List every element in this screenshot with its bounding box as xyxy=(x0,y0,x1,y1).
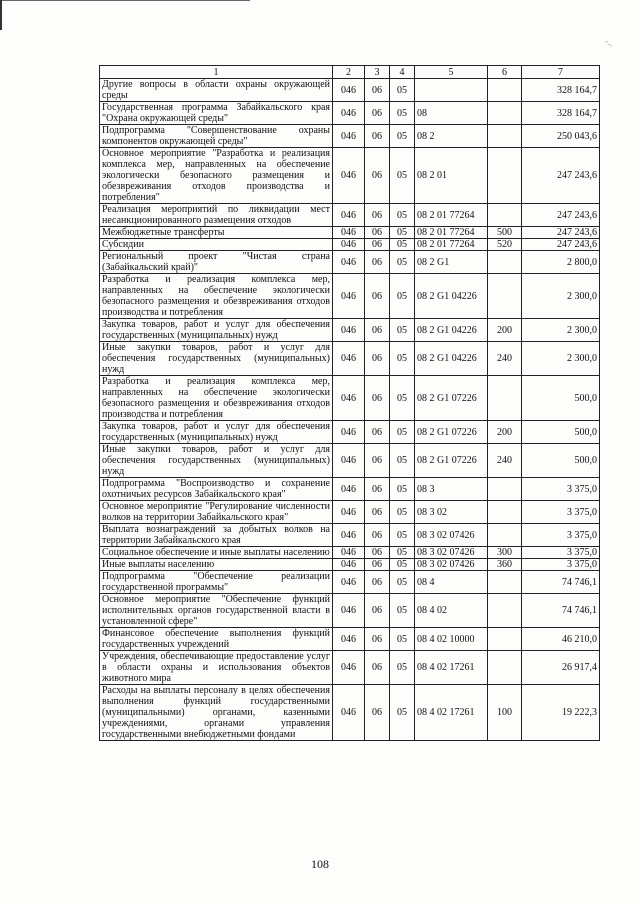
row-vr-cell xyxy=(488,524,522,547)
row-rz-cell: 06 xyxy=(365,79,390,102)
row-csr-cell: 08 4 02 17261 xyxy=(415,651,488,685)
row-sum-cell: 500,0 xyxy=(522,421,600,444)
row-csr-cell: 08 3 02 xyxy=(415,501,488,524)
table-row xyxy=(100,444,600,478)
row-grbs-cell: 046 xyxy=(333,125,365,148)
row-csr-cell: 08 4 02 xyxy=(415,594,488,628)
row-name-cell: Расходы на выплаты персоналу в целях обеспечения выполнения функций государственными (муниципальными) органами, казенными учреждениями, органами управления государственными внебюджетными фондами xyxy=(100,685,333,741)
row-pr-cell: 05 xyxy=(390,571,415,594)
row-sum-cell: 247 243,6 xyxy=(522,239,600,251)
row-csr-cell: 08 2 G1 04226 xyxy=(415,319,488,342)
row-name-cell: Социальное обеспечение и иные выплаты населению xyxy=(100,547,333,559)
row-grbs-cell: 046 xyxy=(333,685,365,741)
table-row xyxy=(100,148,600,204)
row-pr-cell: 05 xyxy=(390,102,415,125)
row-rz-cell: 06 xyxy=(365,148,390,204)
row-sum-cell: 46 210,0 xyxy=(522,628,600,651)
row-grbs-cell: 046 xyxy=(333,444,365,478)
row-vr-cell xyxy=(488,102,522,125)
table-row xyxy=(100,501,600,524)
row-grbs-cell: 046 xyxy=(333,421,365,444)
row-grbs-cell: 046 xyxy=(333,274,365,319)
row-name-cell: Разработка и реализация комплекса мер, направленных на обеспечение экологически безопасного размещения и обезвреживания отходов производства и потребления xyxy=(100,376,333,421)
table-row xyxy=(100,571,600,594)
row-rz-cell: 06 xyxy=(365,628,390,651)
row-vr-cell: 300 xyxy=(488,547,522,559)
row-csr-cell: 08 2 G1 07226 xyxy=(415,421,488,444)
row-sum-cell: 3 375,0 xyxy=(522,478,600,501)
row-csr-cell: 08 4 02 10000 xyxy=(415,628,488,651)
row-sum-cell: 500,0 xyxy=(522,376,600,421)
row-csr-cell: 08 2 G1 07226 xyxy=(415,376,488,421)
page-number: 108 xyxy=(311,857,329,871)
row-rz-cell: 06 xyxy=(365,501,390,524)
row-grbs-cell: 046 xyxy=(333,547,365,559)
row-rz-cell: 06 xyxy=(365,227,390,239)
row-vr-cell: 240 xyxy=(488,444,522,478)
row-grbs-cell: 046 xyxy=(333,204,365,227)
row-grbs-cell: 046 xyxy=(333,594,365,628)
row-grbs-cell: 046 xyxy=(333,102,365,125)
row-rz-cell: 06 xyxy=(365,444,390,478)
row-sum-cell: 328 164,7 xyxy=(522,79,600,102)
row-pr-cell: 05 xyxy=(390,239,415,251)
row-pr-cell: 05 xyxy=(390,251,415,274)
table-row xyxy=(100,227,600,239)
row-pr-cell: 05 xyxy=(390,79,415,102)
row-csr-cell: 08 2 01 77264 xyxy=(415,204,488,227)
row-vr-cell xyxy=(488,376,522,421)
row-name-cell: Закупка товаров, работ и услуг для обеспечения государственных (муниципальных) нужд xyxy=(100,319,333,342)
table-row xyxy=(100,251,600,274)
row-name-cell: Основное мероприятие "Регулирование численности волков на территории Забайкальского края" xyxy=(100,501,333,524)
row-grbs-cell: 046 xyxy=(333,148,365,204)
table-row xyxy=(100,204,600,227)
row-sum-cell: 250 043,6 xyxy=(522,125,600,148)
row-pr-cell: 05 xyxy=(390,376,415,421)
scan-corner-mark: "-, xyxy=(605,40,612,48)
row-pr-cell: 05 xyxy=(390,204,415,227)
row-pr-cell: 05 xyxy=(390,342,415,376)
row-sum-cell: 328 164,7 xyxy=(522,102,600,125)
scan-frame-edge xyxy=(0,0,2,30)
row-grbs-cell: 046 xyxy=(333,79,365,102)
row-grbs-cell: 046 xyxy=(333,571,365,594)
table-row xyxy=(100,376,600,421)
row-vr-cell xyxy=(488,79,522,102)
table-row xyxy=(100,421,600,444)
row-vr-cell xyxy=(488,148,522,204)
row-vr-cell: 200 xyxy=(488,421,522,444)
row-csr-cell xyxy=(415,79,488,102)
row-pr-cell: 05 xyxy=(390,319,415,342)
table-row xyxy=(100,239,600,251)
col-header: 4 xyxy=(390,66,415,79)
row-vr-cell: 520 xyxy=(488,239,522,251)
row-rz-cell: 06 xyxy=(365,342,390,376)
row-pr-cell: 05 xyxy=(390,651,415,685)
row-pr-cell: 05 xyxy=(390,524,415,547)
row-pr-cell: 05 xyxy=(390,547,415,559)
row-sum-cell: 19 222,3 xyxy=(522,685,600,741)
row-sum-cell: 2 300,0 xyxy=(522,274,600,319)
row-csr-cell: 08 2 01 77264 xyxy=(415,227,488,239)
row-name-cell: Выплата вознаграждений за добытых волков на территории Забайкальского края xyxy=(100,524,333,547)
table-row xyxy=(100,342,600,376)
row-rz-cell: 06 xyxy=(365,685,390,741)
row-pr-cell: 05 xyxy=(390,227,415,239)
row-grbs-cell: 046 xyxy=(333,501,365,524)
row-sum-cell: 3 375,0 xyxy=(522,559,600,571)
row-rz-cell: 06 xyxy=(365,651,390,685)
row-vr-cell: 100 xyxy=(488,685,522,741)
row-pr-cell: 05 xyxy=(390,559,415,571)
row-pr-cell: 05 xyxy=(390,421,415,444)
budget-table xyxy=(99,65,600,741)
table-row xyxy=(100,651,600,685)
table-row xyxy=(100,685,600,741)
row-csr-cell: 08 4 xyxy=(415,571,488,594)
table-row xyxy=(100,594,600,628)
row-sum-cell: 3 375,0 xyxy=(522,501,600,524)
row-vr-cell: 200 xyxy=(488,319,522,342)
row-csr-cell: 08 3 02 07426 xyxy=(415,524,488,547)
row-pr-cell: 05 xyxy=(390,501,415,524)
row-name-cell: Основное мероприятие "Обеспечение функций исполнительных органов государственной власти в установленной сфере" xyxy=(100,594,333,628)
row-pr-cell: 05 xyxy=(390,148,415,204)
row-sum-cell: 2 800,0 xyxy=(522,251,600,274)
row-vr-cell xyxy=(488,651,522,685)
row-rz-cell: 06 xyxy=(365,274,390,319)
row-rz-cell: 06 xyxy=(365,319,390,342)
scan-frame-line xyxy=(0,0,250,5)
row-pr-cell: 05 xyxy=(390,478,415,501)
row-sum-cell: 2 300,0 xyxy=(522,319,600,342)
row-grbs-cell: 046 xyxy=(333,342,365,376)
row-vr-cell: 360 xyxy=(488,559,522,571)
row-vr-cell xyxy=(488,251,522,274)
table-row xyxy=(100,274,600,319)
row-rz-cell: 06 xyxy=(365,524,390,547)
row-csr-cell: 08 3 xyxy=(415,478,488,501)
row-name-cell: Субсидии xyxy=(100,239,333,251)
col-header: 1 xyxy=(100,66,333,79)
row-vr-cell: 240 xyxy=(488,342,522,376)
row-name-cell: Закупка товаров, работ и услуг для обеспечения государственных (муниципальных) нужд xyxy=(100,421,333,444)
row-vr-cell: 500 xyxy=(488,227,522,239)
row-grbs-cell: 046 xyxy=(333,628,365,651)
row-name-cell: Реализация мероприятий по ликвидации мест несанкционированного размещения отходов xyxy=(100,204,333,227)
table-row xyxy=(100,547,600,559)
row-rz-cell: 06 xyxy=(365,594,390,628)
row-csr-cell: 08 2 G1 07226 xyxy=(415,444,488,478)
row-csr-cell: 08 3 02 07426 xyxy=(415,559,488,571)
row-rz-cell: 06 xyxy=(365,547,390,559)
row-rz-cell: 06 xyxy=(365,239,390,251)
table-row xyxy=(100,628,600,651)
row-vr-cell xyxy=(488,204,522,227)
row-sum-cell: 247 243,6 xyxy=(522,204,600,227)
table-row xyxy=(100,559,600,571)
row-pr-cell: 05 xyxy=(390,594,415,628)
row-sum-cell: 3 375,0 xyxy=(522,547,600,559)
row-name-cell: Подпрограмма "Воспроизводство и сохранение охотничьих ресурсов Забайкальского края" xyxy=(100,478,333,501)
table-header xyxy=(100,66,600,79)
row-sum-cell: 74 746,1 xyxy=(522,571,600,594)
row-vr-cell xyxy=(488,274,522,319)
table-body xyxy=(100,79,600,741)
row-rz-cell: 06 xyxy=(365,559,390,571)
row-csr-cell: 08 4 02 17261 xyxy=(415,685,488,741)
col-header: 3 xyxy=(365,66,390,79)
row-grbs-cell: 046 xyxy=(333,651,365,685)
row-grbs-cell: 046 xyxy=(333,239,365,251)
row-sum-cell: 500,0 xyxy=(522,444,600,478)
row-name-cell: Межбюджетные трансферты xyxy=(100,227,333,239)
row-csr-cell: 08 2 01 77264 xyxy=(415,239,488,251)
row-sum-cell: 26 917,4 xyxy=(522,651,600,685)
row-name-cell: Иные выплаты населению xyxy=(100,559,333,571)
row-pr-cell: 05 xyxy=(390,125,415,148)
row-grbs-cell: 046 xyxy=(333,559,365,571)
row-sum-cell: 247 243,6 xyxy=(522,227,600,239)
table-row xyxy=(100,524,600,547)
row-vr-cell xyxy=(488,571,522,594)
row-sum-cell: 2 300,0 xyxy=(522,342,600,376)
row-vr-cell xyxy=(488,501,522,524)
row-sum-cell: 74 746,1 xyxy=(522,594,600,628)
row-sum-cell: 247 243,6 xyxy=(522,148,600,204)
row-rz-cell: 06 xyxy=(365,102,390,125)
row-rz-cell: 06 xyxy=(365,376,390,421)
row-name-cell: Финансовое обеспечение выполнения функций государственных учреждений xyxy=(100,628,333,651)
row-csr-cell: 08 2 G1 04226 xyxy=(415,342,488,376)
table-row xyxy=(100,478,600,501)
row-vr-cell xyxy=(488,628,522,651)
row-rz-cell: 06 xyxy=(365,421,390,444)
col-header: 7 xyxy=(522,66,600,79)
row-pr-cell: 05 xyxy=(390,685,415,741)
row-vr-cell xyxy=(488,125,522,148)
table-row xyxy=(100,102,600,125)
row-name-cell: Региональный проект "Чистая страна (Забайкальский край)" xyxy=(100,251,333,274)
row-name-cell: Основное мероприятие "Разработка и реализация комплекса мер, направленных на обеспечение экологически безопасного размещения и обезвреживания отходов производства и потребления" xyxy=(100,148,333,204)
row-name-cell: Разработка и реализация комплекса мер, направленных на обеспечение экологически безопасного размещения и обезвреживания отходов производства и потребления xyxy=(100,274,333,319)
row-grbs-cell: 046 xyxy=(333,478,365,501)
row-pr-cell: 05 xyxy=(390,444,415,478)
row-csr-cell: 08 2 G1 04226 xyxy=(415,274,488,319)
row-name-cell: Подпрограмма "Совершенствование охраны компонентов окружающей среды" xyxy=(100,125,333,148)
row-rz-cell: 06 xyxy=(365,125,390,148)
row-name-cell: Учреждения, обеспечивающие предоставление услуг в области охраны и использования объектов животного мира xyxy=(100,651,333,685)
row-name-cell: Иные закупки товаров, работ и услуг для обеспечения государственных (муниципальных) нужд xyxy=(100,444,333,478)
row-name-cell: Другие вопросы в области охраны окружающей среды xyxy=(100,79,333,102)
row-grbs-cell: 046 xyxy=(333,251,365,274)
row-rz-cell: 06 xyxy=(365,251,390,274)
row-name-cell: Подпрограмма "Обеспечение реализации государственной программы" xyxy=(100,571,333,594)
table-row xyxy=(100,79,600,102)
row-pr-cell: 05 xyxy=(390,628,415,651)
row-grbs-cell: 046 xyxy=(333,524,365,547)
row-csr-cell: 08 2 G1 xyxy=(415,251,488,274)
row-vr-cell xyxy=(488,478,522,501)
table-row xyxy=(100,125,600,148)
row-rz-cell: 06 xyxy=(365,478,390,501)
row-csr-cell: 08 3 02 07426 xyxy=(415,547,488,559)
col-header: 5 xyxy=(415,66,488,79)
row-grbs-cell: 046 xyxy=(333,376,365,421)
row-csr-cell: 08 2 xyxy=(415,125,488,148)
row-name-cell: Государственная программа Забайкальского края "Охрана окружающей среды" xyxy=(100,102,333,125)
row-rz-cell: 06 xyxy=(365,571,390,594)
table-row xyxy=(100,319,600,342)
col-header: 6 xyxy=(488,66,522,79)
row-csr-cell: 08 xyxy=(415,102,488,125)
row-pr-cell: 05 xyxy=(390,274,415,319)
row-sum-cell: 3 375,0 xyxy=(522,524,600,547)
row-grbs-cell: 046 xyxy=(333,319,365,342)
header-row xyxy=(100,66,600,79)
row-grbs-cell: 046 xyxy=(333,227,365,239)
row-vr-cell xyxy=(488,594,522,628)
row-csr-cell: 08 2 01 xyxy=(415,148,488,204)
row-name-cell: Иные закупки товаров, работ и услуг для обеспечения государственных (муниципальных) нужд xyxy=(100,342,333,376)
row-rz-cell: 06 xyxy=(365,204,390,227)
col-header: 2 xyxy=(333,66,365,79)
